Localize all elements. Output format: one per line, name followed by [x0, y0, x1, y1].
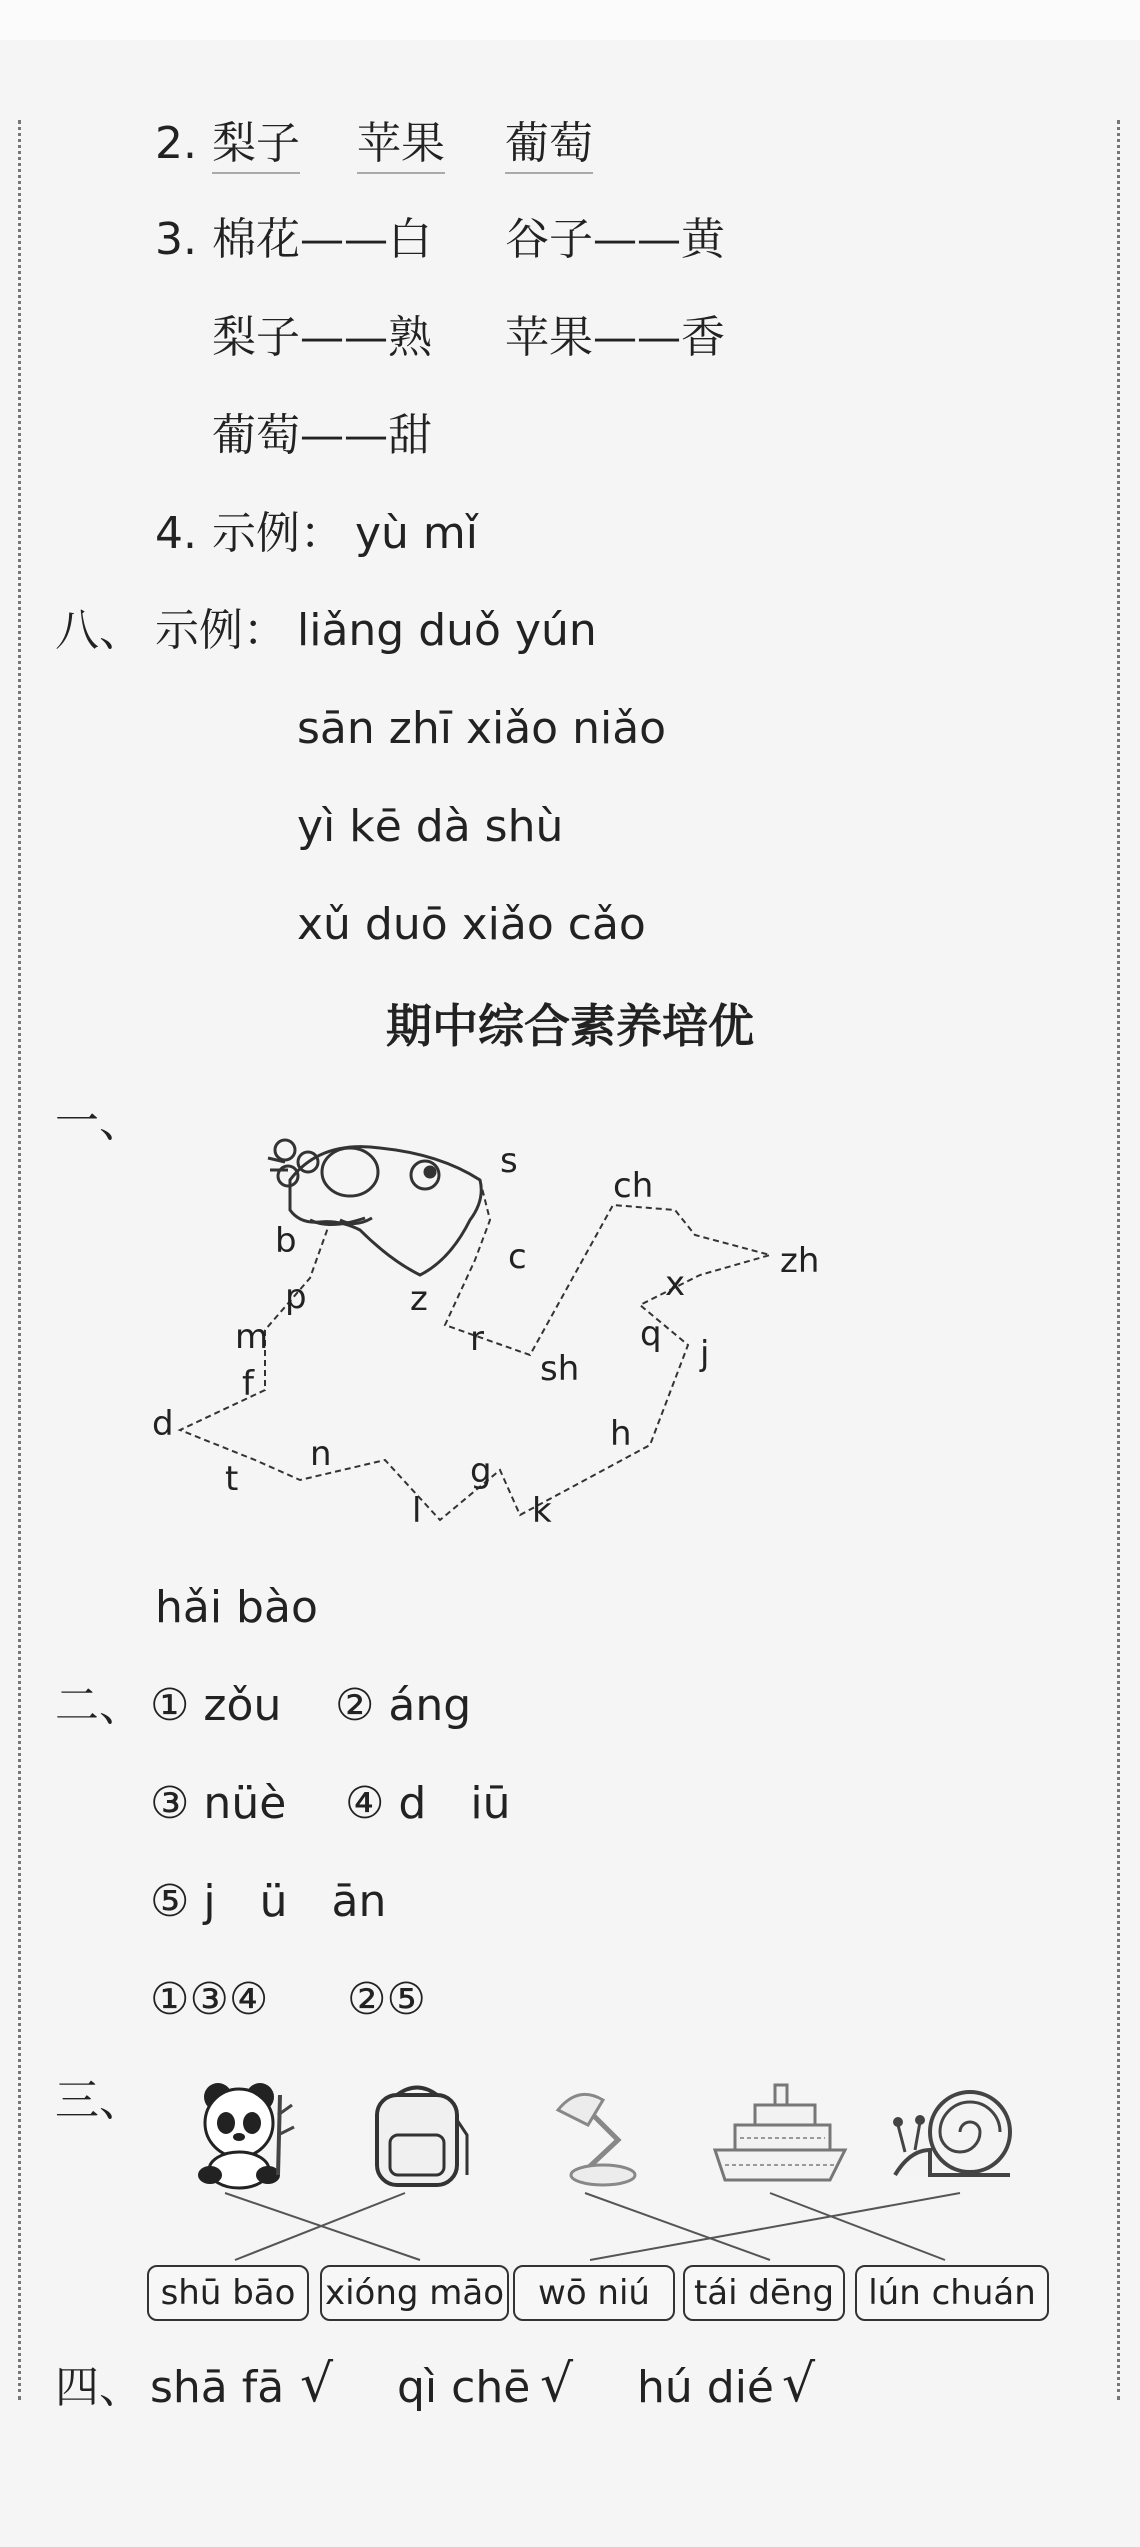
- right-dotted-margin: [1117, 120, 1120, 2400]
- midterm-title: 期中综合素养培优: [386, 999, 754, 1053]
- pinyin-card-4: tái dēng: [683, 2265, 845, 2321]
- snail-icon: [890, 2080, 1030, 2190]
- q4-label: 示例：: [212, 508, 344, 559]
- part-two-item-4: ④ d iū: [345, 1778, 511, 1829]
- top-band: [0, 0, 1140, 40]
- q3-number: 3.: [155, 214, 197, 265]
- letter-n: n: [310, 1434, 332, 1474]
- letter-b: b: [275, 1221, 297, 1261]
- q3-pair-4: 苹果——香: [505, 312, 725, 363]
- letter-sh: sh: [540, 1349, 580, 1389]
- letter-zh: zh: [780, 1241, 820, 1281]
- q2-number: 2.: [155, 118, 197, 169]
- letter-q: q: [640, 1314, 662, 1354]
- panda-icon: [170, 2075, 300, 2190]
- q3-pair-5: 葡萄——甜: [212, 410, 432, 461]
- q4-answer: yù mǐ: [355, 508, 478, 559]
- part-two-group-1: ①③④: [150, 1974, 269, 2025]
- part-three-marker: 三、: [55, 2075, 143, 2126]
- q3-pair-3: 梨子——熟: [212, 312, 432, 363]
- section-eight-line-1: liǎng duǒ yún: [297, 605, 597, 656]
- q2-word-2: 苹果: [357, 118, 445, 174]
- letter-z: z: [410, 1279, 428, 1319]
- letter-k: k: [532, 1491, 552, 1531]
- pinyin-card-3: wō niú: [513, 2265, 675, 2321]
- part-one-marker: 一、: [55, 1096, 143, 1147]
- q3-pair-2: 谷子——黄: [505, 214, 725, 265]
- q4-number: 4.: [155, 508, 197, 559]
- matching-lines: [140, 2185, 1060, 2265]
- q2-word-3: 葡萄: [505, 118, 593, 174]
- part-two-item-5: ⑤ j ü ān: [150, 1876, 387, 1927]
- part-four-item-1: shā fā: [150, 2362, 285, 2413]
- q2-word-1: 梨子: [212, 118, 300, 174]
- part-four-check-1: √: [300, 2354, 334, 2414]
- section-eight-line-2: sān zhī xiǎo niǎo: [297, 703, 667, 754]
- q3-pair-1: 棉花——白: [212, 214, 432, 265]
- pinyin-card-1: shū bāo: [147, 2265, 309, 2321]
- connect-dots-seal-figure: [140, 1110, 840, 1550]
- pinyin-card-2: xióng māo: [320, 2265, 509, 2321]
- desk-lamp-icon: [548, 2080, 648, 2190]
- letter-m: m: [235, 1317, 269, 1357]
- section-eight-marker: 八、: [55, 605, 143, 656]
- letter-d: d: [152, 1404, 174, 1444]
- part-four-item-2: qì chē: [397, 2362, 531, 2413]
- letter-l: l: [412, 1491, 422, 1531]
- letter-j: j: [700, 1334, 710, 1374]
- part-one-answer: hǎi bào: [155, 1582, 318, 1633]
- letter-g: g: [470, 1451, 492, 1491]
- section-eight-label: 示例：: [155, 605, 287, 656]
- letter-r: r: [470, 1319, 484, 1359]
- letter-t: t: [225, 1459, 239, 1499]
- part-four-check-3: √: [782, 2354, 816, 2414]
- pinyin-card-5: lún chuán: [855, 2265, 1049, 2321]
- seal-head-drawing: [268, 1140, 481, 1275]
- letter-ch: ch: [613, 1166, 654, 1206]
- backpack-icon: [362, 2080, 472, 2190]
- part-two-item-1: ① zǒu: [150, 1680, 282, 1731]
- letter-s: s: [500, 1141, 518, 1181]
- letter-p: p: [285, 1277, 307, 1317]
- part-four-marker: 四、: [55, 2362, 143, 2413]
- section-eight-line-4: xǔ duō xiǎo cǎo: [297, 899, 646, 950]
- part-two-group-2: ②⑤: [347, 1974, 426, 2025]
- section-eight-line-3: yì kē dà shù: [297, 801, 564, 852]
- part-two-marker: 二、: [55, 1680, 143, 1731]
- part-four-check-2: √: [540, 2354, 574, 2414]
- part-four-item-3: hú dié: [637, 2362, 774, 2413]
- letter-c: c: [508, 1237, 527, 1277]
- letter-f: f: [242, 1364, 254, 1404]
- part-two-item-2: ② áng: [335, 1680, 472, 1731]
- letter-x: x: [665, 1264, 686, 1304]
- part-two-item-3: ③ nüè: [150, 1778, 287, 1829]
- left-dotted-margin: [18, 120, 21, 2400]
- letter-h: h: [610, 1414, 632, 1454]
- ship-icon: [710, 2080, 850, 2190]
